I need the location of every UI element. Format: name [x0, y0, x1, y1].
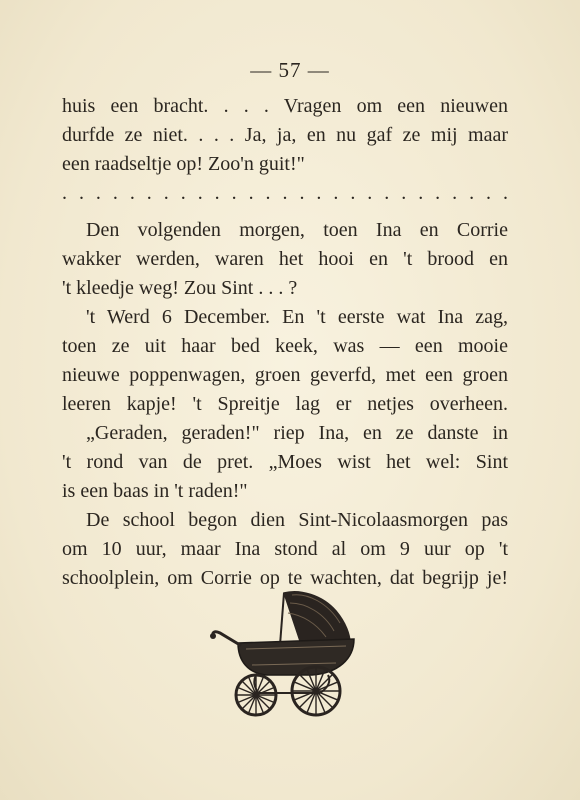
text-line: 't rond van de pret. „Moes wist het wel: Sint: [62, 451, 508, 473]
paragraph-december: [62, 303, 508, 419]
text-line: nieuwe poppenwagen, groen geverfd, met een groen: [62, 364, 508, 386]
paragraph-continuation: [62, 92, 508, 179]
text-line: De school begon dien Sint-Nicolaasmorgen pas: [86, 509, 508, 531]
text-line: „Geraden, geraden!" riep Ina, en ze danste in: [86, 422, 508, 444]
paragraph-morning: [62, 216, 508, 303]
text-line: is een baas in 't raden!": [62, 480, 248, 502]
text-line: 't kleedje weg! Zou Sint . . . ?: [62, 277, 298, 299]
text-line: een raadseltje op! Zoo'n guit!": [62, 153, 305, 175]
text-line: wakker werden, waren het hooi en 't brood en: [62, 248, 508, 270]
page-number: — 57 —: [250, 58, 330, 82]
body-text: [62, 92, 508, 593]
text-line: om 10 uur, maar Ina stond al om 9 uur op 't: [62, 538, 508, 560]
separator-dots: . . . . . . . . . . . . . . . . . . . . . . . . . . .: [62, 182, 508, 204]
text-line: schoolplein, om Corrie op te wachten, dat begrijp je!: [62, 567, 508, 589]
text-line: leeren kapje! 't Spreitje lag er netjes overheen.: [62, 393, 508, 415]
paragraph-geraden: [62, 419, 508, 506]
text-line: durfde ze niet. . . . Ja, ja, en nu gaf ze mij maar: [62, 124, 508, 146]
pram-icon: [208, 585, 356, 720]
text-line: 't Werd 6 December. En 't eerste wat Ina zag,: [86, 306, 508, 328]
paragraph-school: [62, 506, 508, 593]
text-line: toen ze uit haar bed keek, was — een mooie: [62, 335, 508, 357]
dotted-separator: [62, 179, 508, 208]
text-line: Den volgenden morgen, toen Ina en Corrie: [86, 219, 508, 241]
text-line: huis een bracht. . . . Vragen om een nieuwen: [62, 95, 508, 117]
